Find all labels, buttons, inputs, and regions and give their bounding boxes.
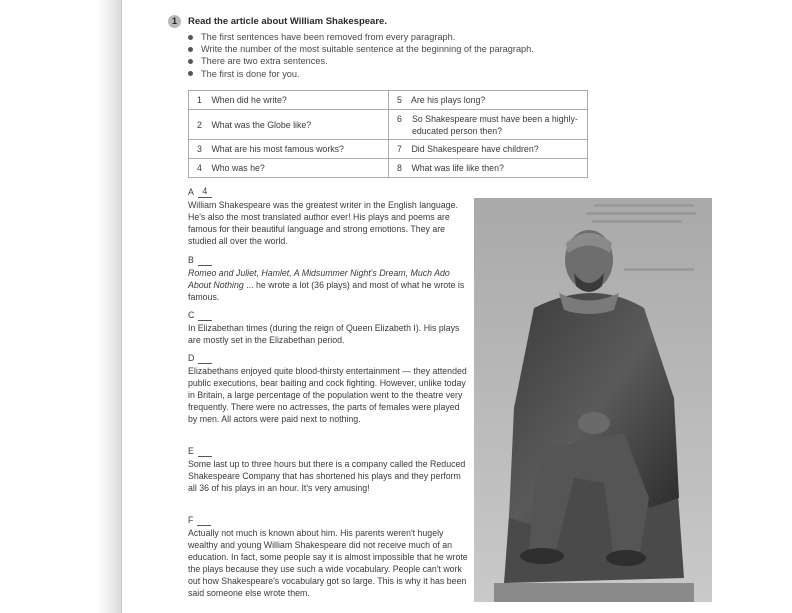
instruction-list <box>188 31 534 80</box>
sentence-cell: 8 What was life like then? <box>389 159 588 178</box>
paragraph-e: E Some last up to three hours but there is a company called the Reduced Shakespeare Company that has shortened his plays and they perform all 36 of his plays in an hour. It's very amusing! <box>188 445 466 494</box>
task-header <box>168 14 387 28</box>
answer-blank[interactable] <box>198 445 212 457</box>
answer-blank[interactable] <box>197 514 211 526</box>
answer-blank[interactable] <box>198 352 212 364</box>
sentence-cell: 3 What are his most famous works? <box>189 140 389 159</box>
answer-blank[interactable] <box>198 309 212 321</box>
sentence-cell: 1 When did he write? <box>189 91 389 110</box>
bullet-icon <box>188 59 193 64</box>
bullet-icon <box>188 71 193 76</box>
page-fold-line <box>121 0 122 613</box>
shakespeare-statue-photo <box>474 198 712 602</box>
instruction-item: Write the number of the most suitable sentence at the beginning of the paragraph. <box>188 43 534 55</box>
sentence-table <box>188 90 588 178</box>
sentence-cell: 7 Did Shakespeare have children? <box>389 140 588 159</box>
instruction-item: There are two extra sentences. <box>188 55 534 67</box>
paragraph-b: B Romeo and Juliet, Hamlet, A Midsummer Night's Dream, Much Ado About Nothing ... he wrote a lot (36 plays) and most of what he wrote is famous. <box>188 254 465 303</box>
sentence-cell: 6 So Shakespeare must have been a highly-educated person then? <box>389 110 588 140</box>
task-title: Read the article about William Shakespeare. <box>188 15 387 27</box>
instruction-item: The first sentences have been removed from every paragraph. <box>188 31 534 43</box>
sentence-cell: 2 What was the Globe like? <box>189 110 389 140</box>
sentence-cell: 4 Who was he? <box>189 159 389 178</box>
bullet-icon <box>188 35 193 40</box>
page-edge-shadow <box>0 0 122 613</box>
task-number-badge: 1 <box>168 15 181 28</box>
paragraph-f: F Actually not much is known about him. His parents weren't hugely wealthy and young William Shakespeare did not receive much of an education. In fact, some people say it is almost impossible that he wrote the plays because they use such a wide vocabulary. People can't work out how Shakespeare's vocabulary got so large. This is why it has been said someone else wrote them. <box>188 514 468 599</box>
paragraph-a: A 4 William Shakespeare was the greatest writer in the English language. He's also the most translated author ever! His plays and poems are famous for their beautiful language and strong emotions. They are studied all over the world. <box>188 186 458 247</box>
instruction-item: The first is done for you. <box>188 68 534 80</box>
bullet-icon <box>188 47 193 52</box>
sentence-cell: 5 Are his plays long? <box>389 91 588 110</box>
paragraph-c: C In Elizabethan times (during the reign of Queen Elizabeth I). His plays are mostly set in the Elizabethan period. <box>188 309 460 346</box>
answer-blank[interactable]: 4 <box>198 186 212 198</box>
paragraph-d: D Elizabethans enjoyed quite blood-thirsty entertainment — they attended public executions, bear baiting and cock fighting. However, unlike today in Britain, a large percentage of the population went to the theatre very frequently. There were no actresses, the parts of females were played by men. All actors were paid next to nothing. <box>188 352 467 425</box>
answer-blank[interactable] <box>198 254 212 266</box>
